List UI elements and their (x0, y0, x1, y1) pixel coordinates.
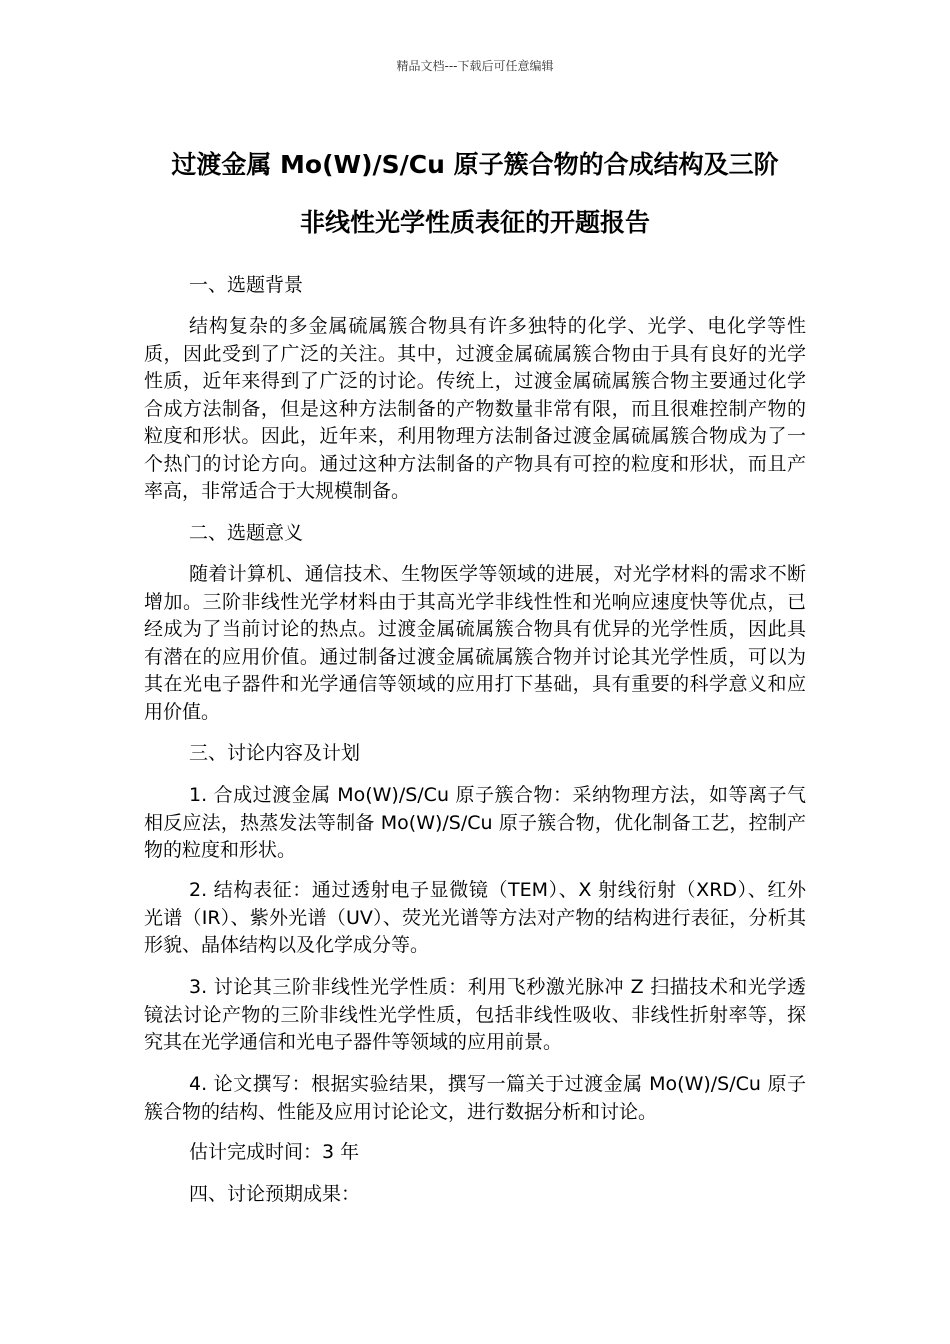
title-line-1: 过渡金属 Mo(W)/S/Cu 原子簇合物的合成结构及三阶 (171, 150, 779, 179)
section-heading-results: 四、讨论预期成果： (189, 1183, 361, 1205)
running-header: 精品文档---下载后可任意编辑 (396, 59, 554, 73)
plan-item-4: 4. 论文撰写：根据实验结果，撰写一篇关于过渡金属 Mo(W)/S/Cu 原子簇合物的结构、性能及应用讨论论文，进行数据分析和讨论。 (144, 1073, 806, 1123)
plan-item-3: 3. 讨论其三阶非线性光学性质：利用飞秒激光脉冲 Z 扫描技术和光学透镜法讨论产物的三阶非线性光学性质，包括非线性吸收、非线性折射率等，探究其在光学通信和光电子器件等领域的应用前景。 (144, 976, 806, 1053)
section-significance-heading-block (144, 520, 806, 548)
section-background-body (144, 313, 806, 506)
paragraph-significance: 随着计算机、通信技术、生物医学等领域的进展，对光学材料的需求不断增加。三阶非线性光学材料由于其高光学非线性性和光响应速度快等优点，已经成为了当前讨论的热点。过渡金属硫属簇合物具有优异的光学性质，因此具有潜在的应用价值。通过制备过渡金属硫属簇合物并讨论其光学性质，可以为其在光电子器件和光学通信等领域的应用打下基础，具有重要的科学意义和应用价值。 (144, 563, 806, 723)
paragraph-background: 结构复杂的多金属硫属簇合物具有许多独特的化学、光学、电化学等性质，因此受到了广泛的关注。其中，过渡金属硫属簇合物由于具有良好的光学性质，近年来得到了广泛的讨论。传统上，过渡金属硫属簇合物主要通过化学合成方法制备，但是这种方法制备的产物数量非常有限，而且很难控制产物的粒度和形状。因此，近年来，利用物理方法制备过渡金属硫属簇合物成为了一个热门的讨论方向。通过这种方法制备的产物具有可控的粒度和形状，而且产率高，非常适合于大规模制备。 (144, 315, 806, 502)
section-background-heading-block (144, 272, 806, 300)
section-heading-background: 一、选题背景 (189, 274, 304, 296)
completion-estimate: 估计完成时间：3 年 (189, 1141, 360, 1163)
plan-item-1: 1. 合成过渡金属 Mo(W)/S/Cu 原子簇合物：采纳物理方法，如等离子气相反应法，热蒸发法等制备 Mo(W)/S/Cu 原子簇合物，优化制备工艺，控制产物的粒度和形状。 (144, 784, 806, 861)
section-plan-heading-block (144, 740, 806, 768)
plan-item-2: 2. 结构表征：通过透射电子显微镜（TEM）、X 射线衍射（XRD）、红外光谱（IR）、紫外光谱（UV）、荧光光谱等方法对产物的结构进行表征，分析其形貌、晶体结构以及化学成分等。 (144, 879, 806, 956)
plan-item-2-block (144, 877, 806, 960)
document-title (140, 136, 810, 252)
plan-estimate-block (144, 1139, 806, 1167)
title-line-2: 非线性光学性质表征的开题报告 (299, 208, 650, 237)
section-significance-body (144, 561, 806, 726)
plan-item-1-block (144, 782, 806, 865)
plan-item-3-block (144, 974, 806, 1057)
section-heading-plan: 三、讨论内容及计划 (189, 742, 361, 764)
section-heading-significance: 二、选题意义 (189, 522, 304, 544)
plan-item-4-block (144, 1071, 806, 1126)
section-results-heading-block (144, 1181, 806, 1209)
